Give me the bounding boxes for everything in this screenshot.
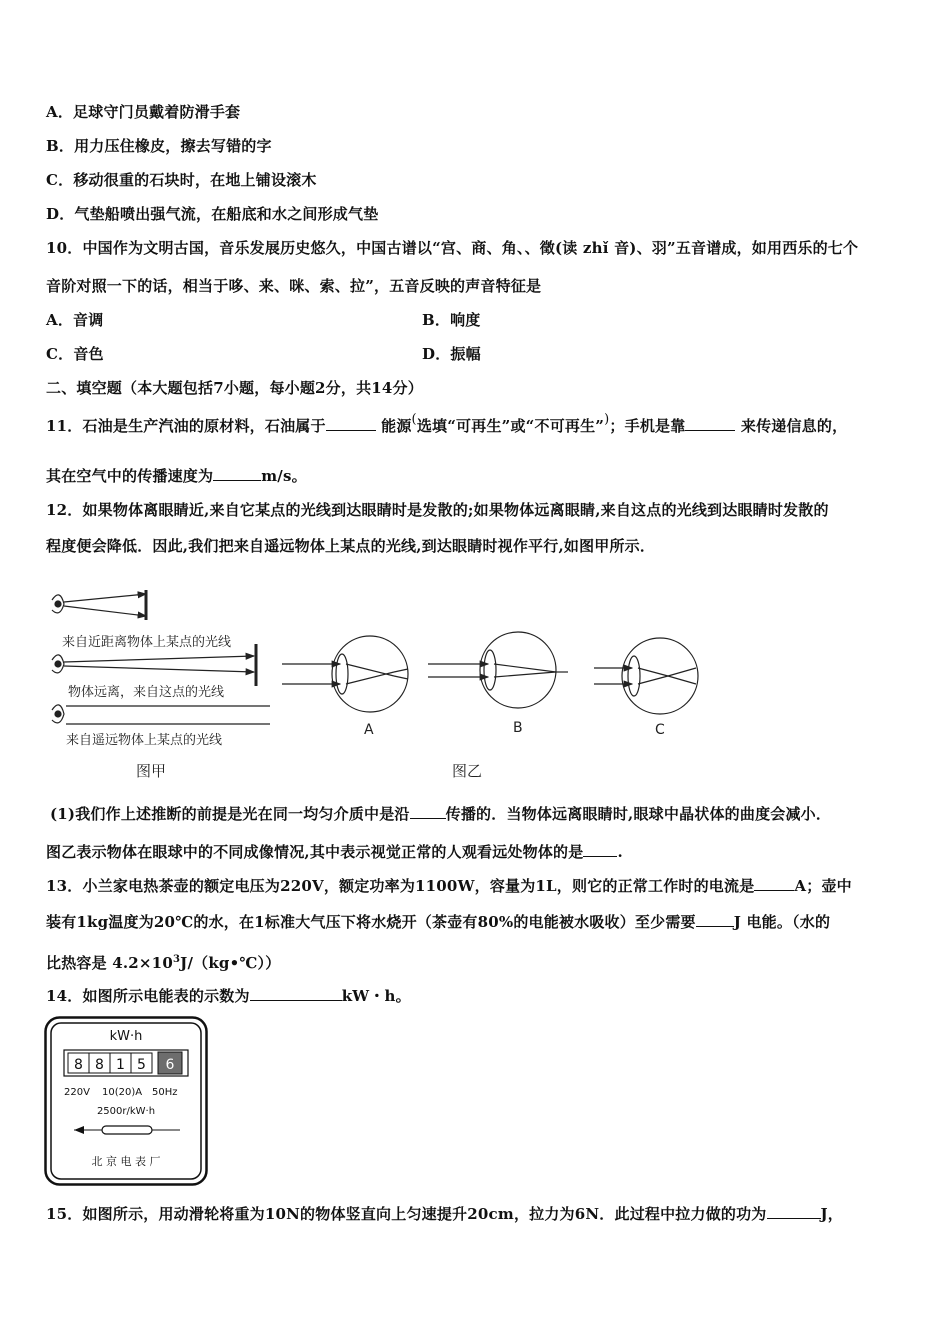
q12-line2: 程度便会降低．因此,我们把来自遥远物体上某点的光线,到达眼睛时视作平行,如图甲所示．	[46, 537, 656, 555]
q11-paren-open: (	[411, 412, 417, 427]
q14-text-a: 14．如图所示电能表的示数为	[46, 987, 250, 1005]
eye-icon	[52, 595, 64, 613]
q13-text-2a: 装有1kg温度为20℃的水，在1标准大气压下将水烧开（茶壶有80%的电能被水吸收）至少需要	[46, 913, 696, 931]
q11-text-1: 11．石油是生产汽油的原材料，石油属于	[46, 417, 326, 435]
q10-options-row1	[46, 310, 906, 330]
q15-blank[interactable]	[767, 1204, 821, 1219]
q14-blank[interactable]	[250, 986, 342, 1001]
fig-jia-caption: 图甲	[136, 762, 167, 780]
q12-blank-2[interactable]	[583, 842, 617, 857]
eye-diagram-c	[594, 638, 698, 714]
q15-text-a: 15．如图所示，用动滑轮将重为10N的物体竖直向上匀速提升20cm，拉力为6N．此过程中拉力做的功为	[46, 1205, 767, 1223]
q11-blank-2[interactable]	[685, 416, 735, 431]
fig-yi-label-b: B	[513, 720, 523, 736]
q13-text-2b: J 电能。（水的	[733, 913, 831, 931]
meter-revolutions: 2500r/kW·h	[96, 1106, 156, 1117]
q15-text-b: J，	[820, 1205, 843, 1223]
q14-text-b: kW・h。	[341, 987, 411, 1005]
meter-digit: 8	[95, 1057, 104, 1073]
q13-line2	[46, 912, 830, 932]
q10-options-row2	[46, 344, 906, 364]
q10-line2: 音阶对照一下的话，相当于哆、来、咪、索、拉”，五音反映的声音特征是	[46, 277, 542, 295]
q13-text-1a: 13．小兰家电热茶壶的额定电压为220V，额定功率为1100W，容量为1L，则它的正常工作时的电流是	[46, 877, 755, 895]
q11-text-5: 来传递信息的，	[740, 417, 848, 435]
eye-icon	[52, 705, 64, 723]
meter-frequency: 50Hz	[152, 1087, 178, 1098]
q9-option-b: B．用力压住橡皮，擦去写错的字	[46, 137, 272, 155]
eye-diagram-b	[428, 632, 568, 708]
fig-jia-label-3: 来自遥远物体上某点的光线	[66, 733, 223, 748]
q12-sub1	[50, 804, 831, 824]
meter-maker: 北 京 电 表 厂	[91, 1155, 161, 1168]
q12-line1: 12．如果物体离眼睛近,来自它某点的光线到达眼睛时是发散的;如果物体远离眼睛,来自这点的光线到达眼睛时发散的	[46, 501, 829, 519]
fig-yi-label-c: C	[655, 722, 665, 738]
q11-blank-3[interactable]	[213, 466, 261, 481]
q13-text-3a: 比热容是 4.2×10	[46, 954, 173, 972]
q14-line	[46, 986, 411, 1006]
fig-jia-label-2: 物体远离，来自这点的光线	[68, 685, 225, 700]
meter-unit: kW·h	[109, 1029, 143, 1044]
q12-figures	[40, 584, 740, 784]
q9-option-a: A．足球守门员戴着防滑手套	[46, 103, 241, 121]
meter-digit: 8	[74, 1057, 83, 1073]
q10-line1: 10．中国作为文明古国，音乐发展历史悠久，中国古谱以“宫、商、角、、徵(读 zhǐ 音)、羽”五音谱成，如用西乐的七个	[46, 239, 859, 257]
q13-line1	[46, 876, 852, 896]
q12-blank-1[interactable]	[410, 804, 446, 819]
q12-sub2-text-b: .	[617, 843, 623, 861]
q11-blank-1[interactable]	[326, 416, 376, 431]
q10-option-b: B．响度	[422, 311, 481, 329]
q12-sub1-text-a: (1)我们作上述推断的前提是光在同一均匀介质中是沿	[50, 805, 410, 823]
q9-option-c: C．移动很重的石块时，在地上铺设滚木	[46, 171, 317, 189]
q13-blank-1[interactable]	[754, 876, 794, 891]
fig-yi-caption: 图乙	[452, 762, 483, 780]
electric-meter	[44, 1016, 208, 1186]
q11-text-2: 能源	[381, 417, 412, 435]
q15-line	[46, 1204, 843, 1224]
q12-sub2	[46, 842, 623, 862]
q11-line1	[46, 412, 848, 438]
q11-text-6: 其在空气中的传播速度为	[46, 467, 214, 485]
figure-jia	[52, 590, 270, 724]
q10-option-d: D．振幅	[422, 345, 481, 363]
q12-sub1-text-b: 传播的．当物体远离眼睛时,眼球中晶状体的曲度会减小．	[445, 805, 832, 823]
q10-option-c: C．音色	[46, 345, 104, 363]
fig-yi-label-a: A	[364, 722, 374, 738]
q11-text-4: ；手机是靠	[609, 417, 686, 435]
q9-option-d: D．气垫船喷出强气流，在船底和水之间形成气垫	[46, 205, 379, 223]
q11-text-7: m/s。	[261, 467, 307, 485]
q13-line3	[46, 950, 280, 973]
q10-option-a: A．音调	[46, 311, 104, 329]
fig-jia-label-1: 来自近距离物体上某点的光线	[62, 635, 232, 650]
eye-icon	[52, 655, 64, 673]
meter-digit: 5	[137, 1057, 146, 1073]
section2-title: 二、填空题（本大题包括7小题，每小题2分，共14分）	[46, 379, 423, 397]
meter-current: 10(20)A	[102, 1087, 143, 1098]
q11-line2	[46, 466, 307, 486]
meter-voltage: 220V	[64, 1087, 90, 1098]
q11-paren-close: )	[604, 412, 610, 427]
meter-digit: 1	[116, 1057, 125, 1073]
q13-exponent: 3	[172, 954, 181, 965]
q13-blank-2[interactable]	[696, 912, 734, 927]
q11-text-3: 选填“可再生”或“不可再生”	[416, 417, 605, 435]
q13-text-1b: A；壶中	[794, 877, 852, 895]
eye-diagram-a	[282, 636, 408, 712]
q12-sub2-text-a: 图乙表示物体在眼球中的不同成像情况,其中表示视觉正常的人观看远处物体的是	[46, 843, 584, 861]
q13-text-3b: J/（kg•℃））	[180, 954, 281, 972]
meter-digit-decimal: 6	[165, 1057, 175, 1073]
